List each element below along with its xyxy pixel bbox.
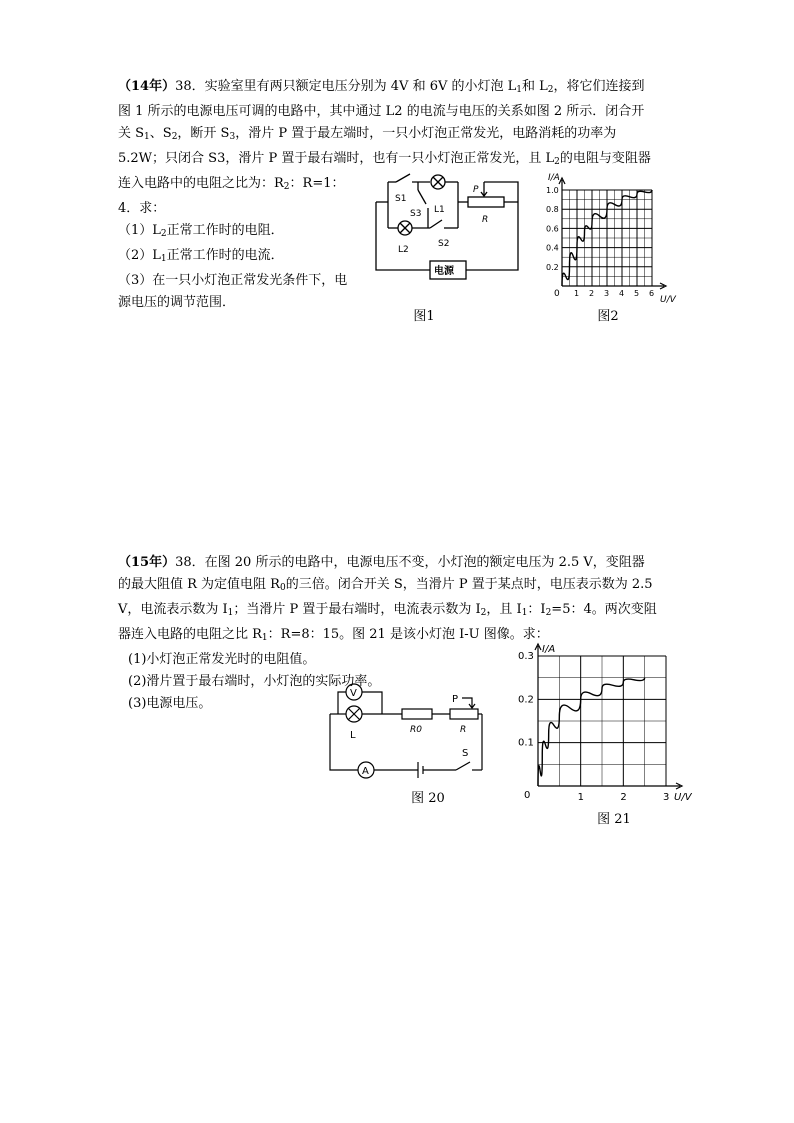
x-tick-label: 4 [619,289,625,298]
chart21-grid [538,656,666,786]
figure-2-caption: 图2 [597,309,619,324]
fig1-label-l2: L2 [398,245,409,255]
chart21-ylabel: I/A [542,644,556,655]
x-tick-label: 1 [574,289,580,298]
fig20-label-l: L [350,730,356,741]
q15-line-4: 器连入电路的电阻之比 $R_1$：R=8：15。图 21 是该小灯泡 I-U 图像。求： [118,627,549,643]
fig20-label-s: S [462,748,469,759]
chart2-grid [562,190,652,286]
x-tick-label: 3 [604,289,610,298]
x-tick-label: 2 [589,289,595,298]
chart21-xlabel: U/V [674,792,692,803]
q14-question-1: $(1)L_2$正常工作时的电阻． [118,223,284,239]
q14-line-3: 关 $S_1$、$S_2$，断开 $S_3$，滑片 P 置于最左端时，一只小灯泡正常发光，电路消耗的功率为 [118,126,617,142]
q15-line-2: 的最大阻值 R 为定值电阻 $R_0$的三倍。闭合开关 S，当滑片 P 置于某点时，电压表示数为 2.5 [118,577,653,593]
chart21-series-line [538,678,645,786]
fig20-label-r: R [460,725,467,735]
q15-question-2: (2)滑片置于最右端时，小灯泡的实际功率。 [128,674,381,689]
fig1-label-l1: L1 [434,205,445,215]
fig1-label-s3: S3 [410,209,422,219]
fig1-label-r: R [482,215,489,225]
figure-1-caption: 图1 [413,309,435,324]
fig1-label-p: P [473,185,479,195]
figure-20-caption: 图 20 [411,791,445,806]
ammeter-symbol: A [362,766,369,777]
q14-line-4: 5.2W；只闭合 S3，滑片 P 置于最右端时，也有一只小灯泡正常发光，且 $L_2$的电阻与变阻器 [118,151,651,167]
q15-question-1: (1)小灯泡正常发光时的电阻值。 [128,652,316,667]
figure-1-circuit [368,168,528,280]
fig20-label-r0: R0 [410,725,422,735]
chart2-axes [559,178,666,289]
chart2-ylabel: I/A [548,173,560,183]
q15-line-1: （15年）38．在图 20 所示的电路中，电源电压不变，小灯泡的额定电压为 2.5 V，变阻器 [118,555,645,570]
fig1-label-power-source: 电源 [434,266,454,277]
y-tick-label: 0.4 [546,243,559,253]
x-tick-label: 5 [634,289,640,298]
q14-question-2: $(2)L_1$正常工作时的电流． [118,248,284,264]
y-tick-label: 0.2 [546,262,559,272]
q14-line-5: 连入电路中的电阻之比为：$R_2$：R=1： [118,176,345,192]
y-tick-label: 0.1 [518,737,534,749]
y-tick-label: 0.6 [546,224,559,234]
y-tick-label: 0.3 [518,651,534,662]
figure-21-iu-chart [512,640,702,806]
q14-line-2: 图 1 所示的电源电压可调的电路中，其中通过 L2 的电流与电压的关系如图 2 所示．闭合开 [118,104,645,119]
chart21-axes [535,644,682,789]
fig20-label-p: P [452,694,459,705]
q15-question-3: (3)电源电压。 [128,696,212,711]
y-tick-label: 0.2 [518,694,534,706]
chart2-origin: 0 [554,289,560,299]
chart21-origin: 0 [524,790,531,801]
x-tick-label: 3 [663,792,670,803]
figure-2-iu-chart [544,170,684,304]
x-tick-label: 1 [577,792,585,803]
y-tick-label: 0.8 [546,205,559,215]
fig1-label-s1: S1 [395,194,407,204]
q15-line-3: V，电流表示数为 $I_1$；当滑片 P 置于最右端时，电流表示数为 $I_2$，且 $I_1$：$I_2=5$：4。两次变阻 [118,602,657,618]
q14-line-1: （14年）38．实验室里有两只额定电压分别为 4V 和 6V 的小灯泡 $L_1$和 $L_2$，将它们连接到 [118,79,645,95]
figure-20-circuit [322,680,494,784]
voltmeter-symbol: V [350,688,357,699]
q14-question-3: （3）在一只小灯泡正常发光条件下，电 [118,273,348,288]
x-tick-label: 2 [620,792,627,803]
figure-21-caption: 图 21 [597,812,631,827]
x-tick-label: 6 [649,289,655,298]
chart21-ticks [518,651,669,803]
y-tick-label: 1.0 [546,186,559,195]
q14-line-6: 4．求： [118,201,166,216]
fig1-label-s2: S2 [438,239,450,249]
q14-question-3-cont: 源电压的调节范围． [118,295,236,310]
chart2-xlabel: U/V [660,295,676,304]
